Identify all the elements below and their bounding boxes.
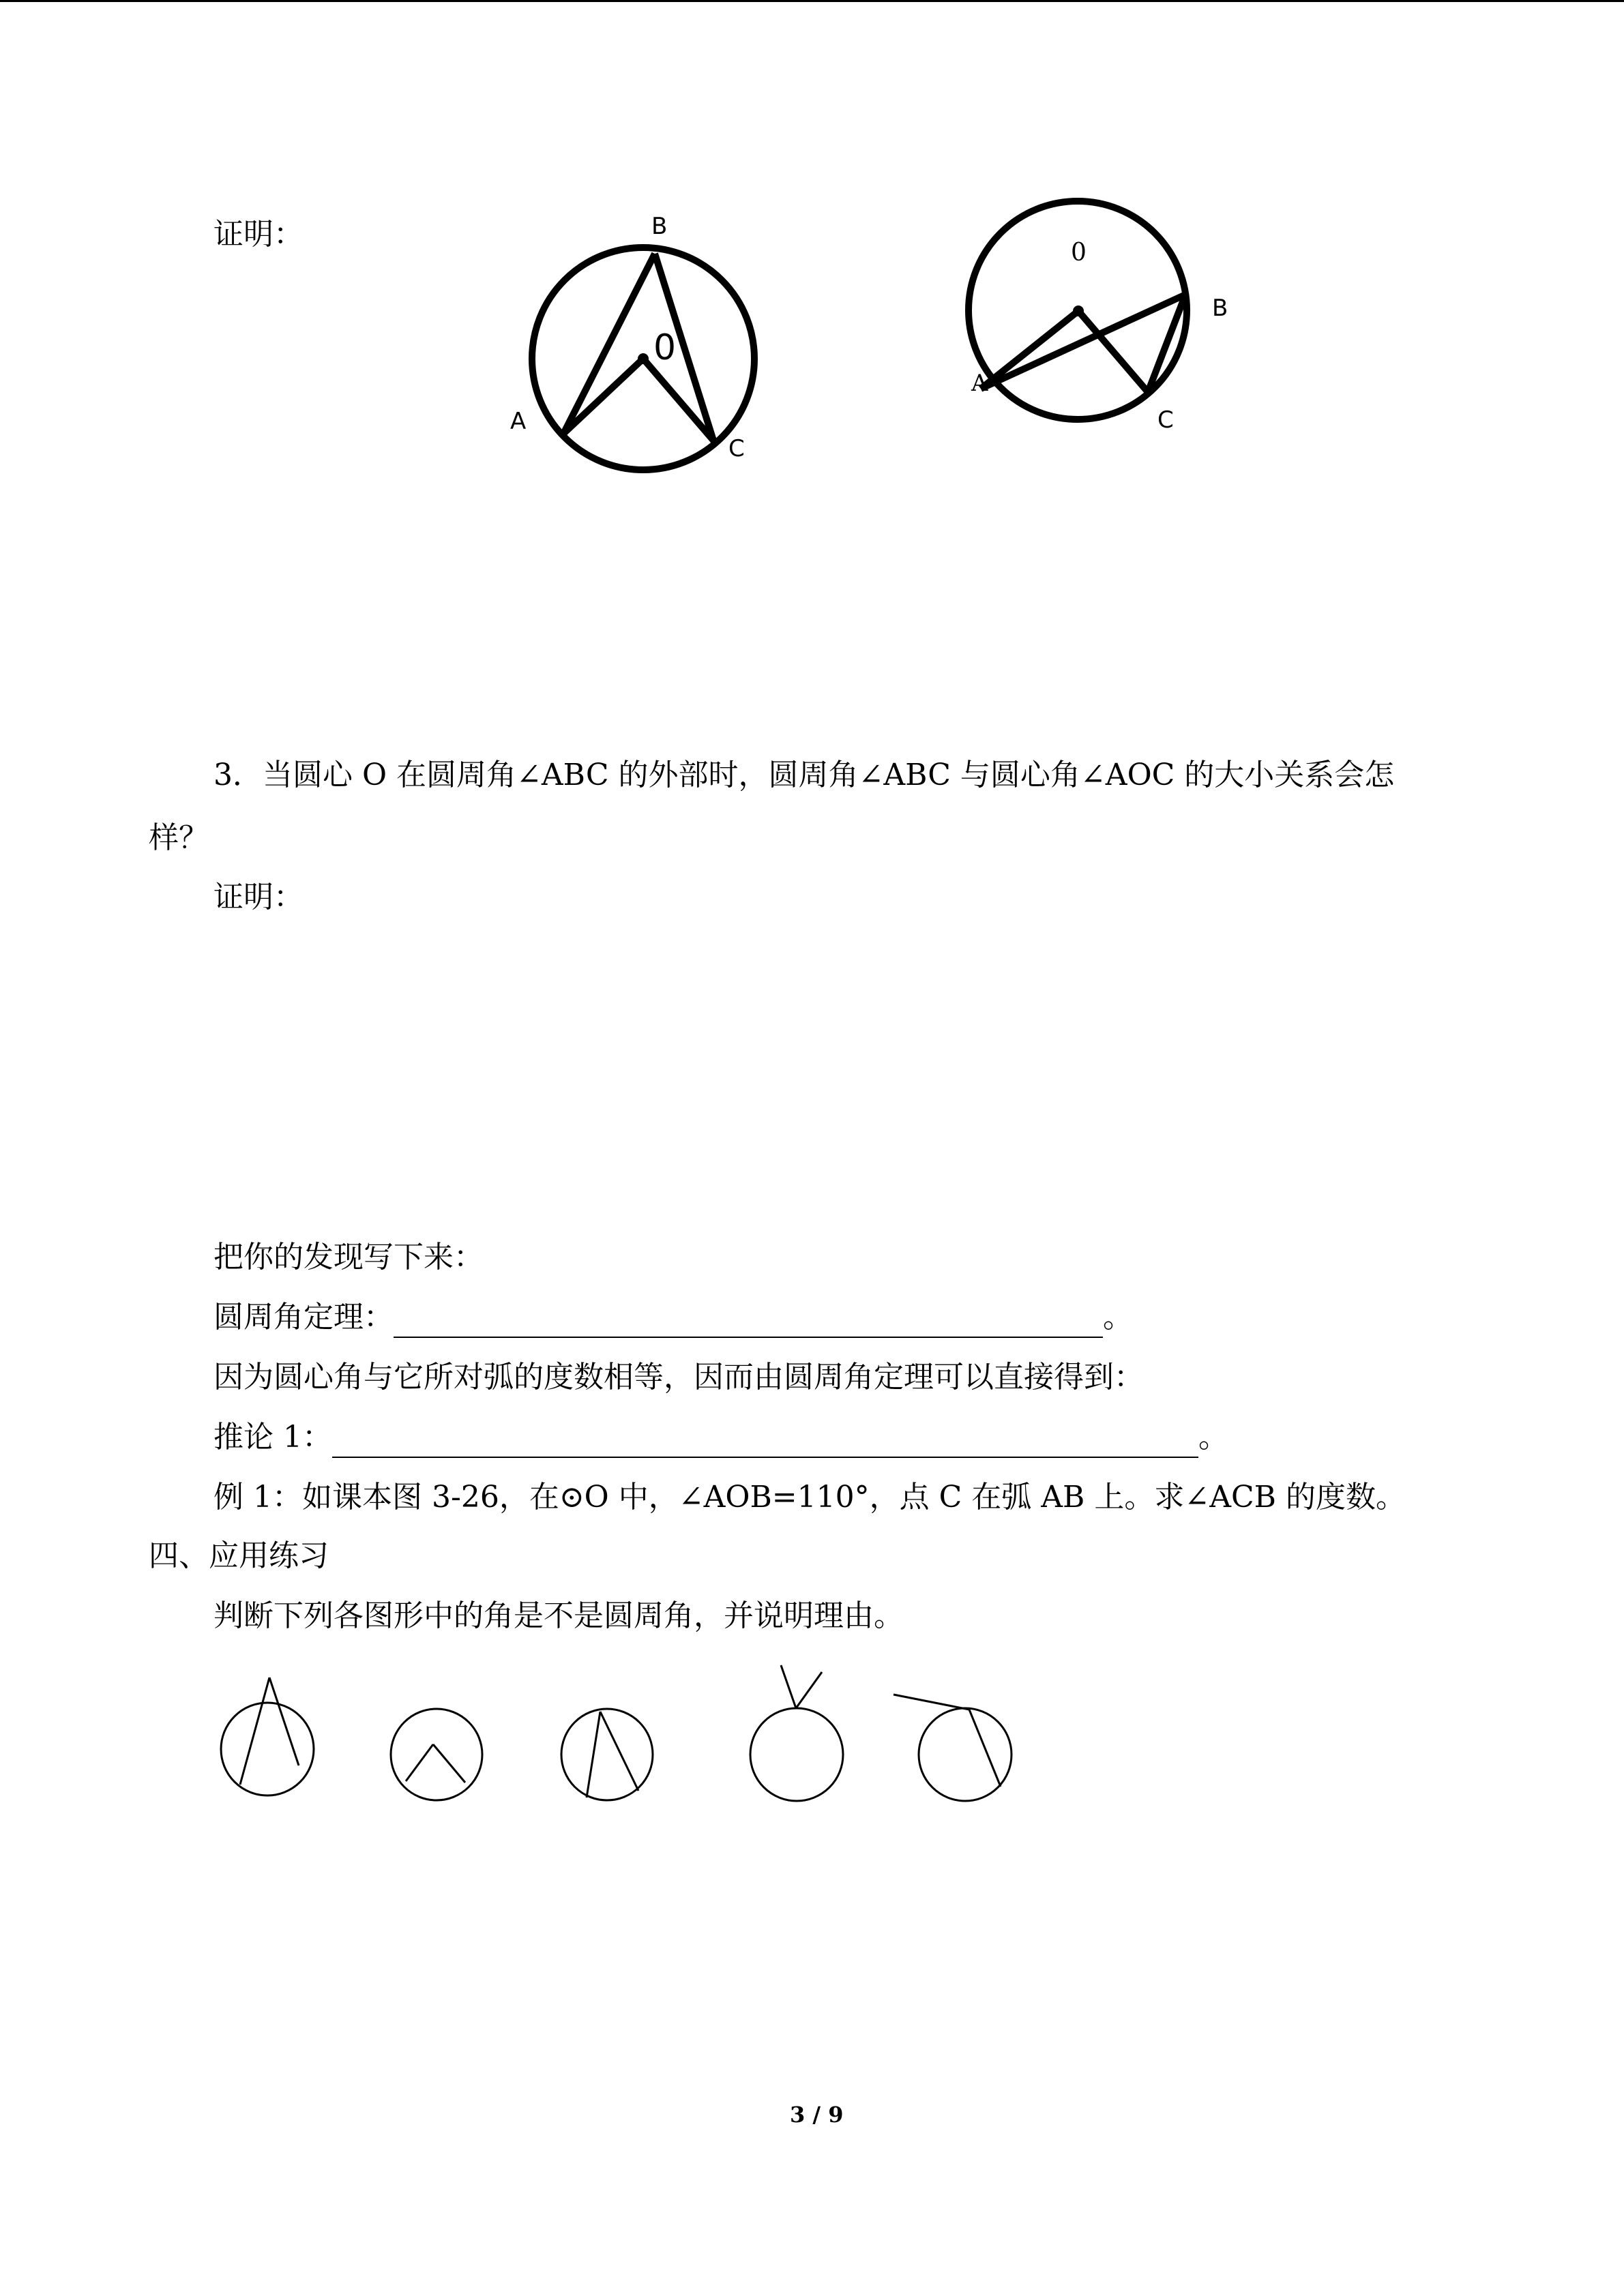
corollary-label: 推论 1： [213,1420,332,1455]
circle-outline [221,1703,314,1795]
angle-side [781,1665,796,1708]
exercise-figure-3 [559,1705,662,1807]
circle-outline [561,1709,653,1800]
fig1-label-O: 0 [653,327,677,368]
fig2-label-O: 0 [1071,239,1087,267]
figure-center-outside [955,191,1228,436]
fig1-label-A: A [510,408,527,435]
exercise-figure-2 [389,1705,491,1807]
proof-label: 证明： [213,217,304,252]
page-number: 3 / 9 [790,2102,844,2128]
exercise-figure-5 [890,1688,1020,1807]
center-point [638,353,649,364]
section-heading: 四、应用练习 [149,1538,329,1573]
fig1-label-B: B [651,213,668,240]
fig1-label-C: C [728,435,745,462]
exercise-figure-4 [747,1664,849,1807]
theorem-blank[interactable] [394,1307,1103,1338]
theorem-label: 圆周角定理： [213,1300,394,1335]
angle-side [433,1744,465,1783]
fig2-label-C: C [1157,406,1174,434]
angle-side [796,1672,822,1708]
angle-side [406,1744,433,1781]
theorem-end: 。 [1103,1300,1133,1335]
corollary-line [213,1417,1228,1458]
theorem-line [213,1297,1133,1338]
because-line: 因为圆心角与它所对弧的度数相等，因而由圆周角定理可以直接得到： [213,1360,1144,1395]
angle-side [269,1678,299,1765]
angle-side [600,1712,638,1791]
circle-outline [750,1708,843,1801]
circle-outline [391,1709,482,1800]
proof-label: 证明： [213,880,304,914]
write-findings: 把你的发现写下来： [213,1240,484,1274]
exercise-figure-1 [218,1674,321,1797]
example-1: 例 1：如课本图 3-26，在⊙O 中，∠AOB=110°，点 C 在弧 AB 上。求∠ACB 的度数。 [213,1480,1406,1515]
angle-side [894,1695,969,1710]
judge-instruction: 判断下列各图形中的角是不是圆周角，并说明理由。 [213,1598,904,1633]
corollary-end: 。 [1198,1420,1228,1455]
fig2-label-A: A [971,370,988,397]
fig2-label-B: B [1212,295,1228,322]
corollary-blank[interactable] [332,1427,1198,1458]
question-3-line2: 样？ [149,820,209,855]
page-top-border [0,0,1624,2]
question-3-line1: 3．当圆心 O 在圆周角∠ABC 的外部时，圆周角∠ABC 与圆心角∠AOC 的大小关系会怎 [213,758,1395,792]
circle-outline [919,1708,1012,1801]
angle-side [587,1712,600,1798]
angle-side [240,1678,269,1785]
radius-OA [563,359,643,434]
chord-BA [563,254,655,434]
center-point [1073,305,1084,316]
radius-OC [1078,311,1148,392]
